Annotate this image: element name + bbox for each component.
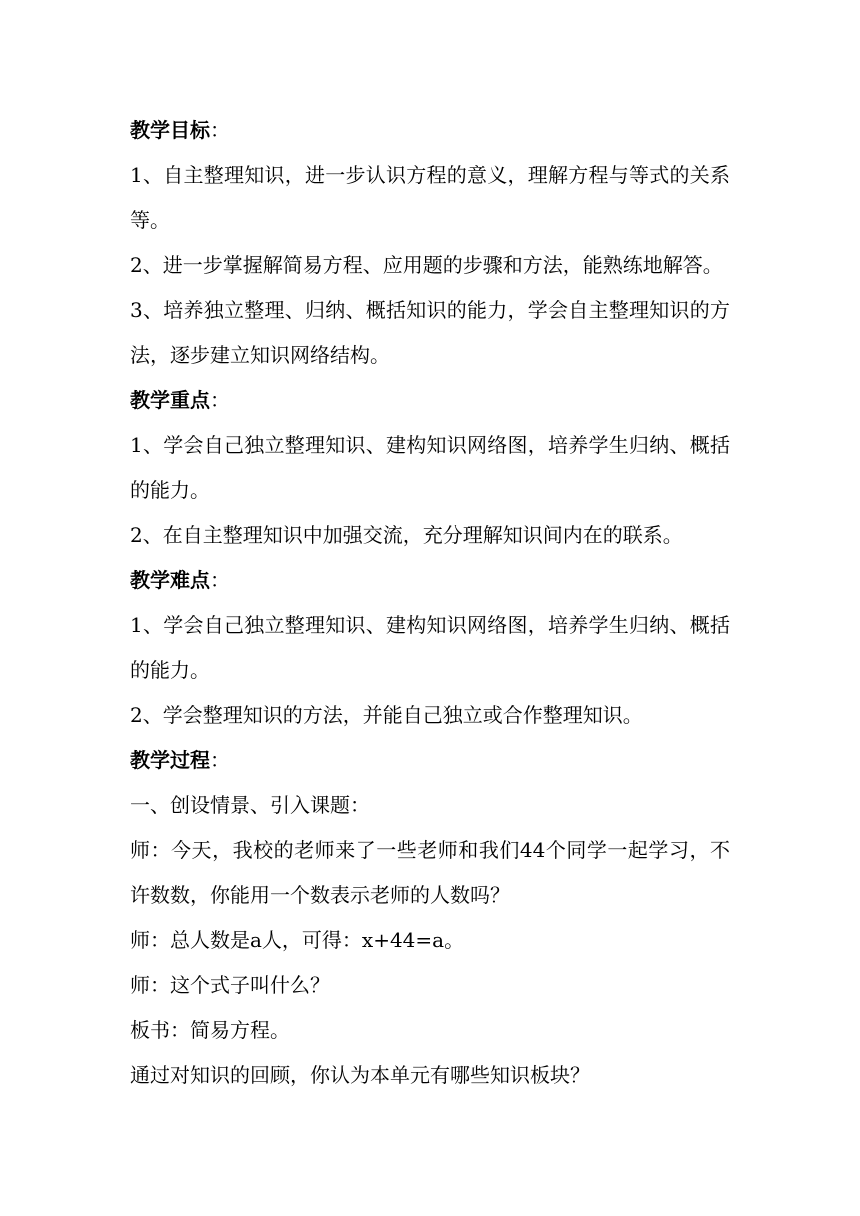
paragraph-line: 2、进一步掌握解简易方程、应用题的步骤和方法，能熟练地解答。	[130, 253, 723, 277]
paragraph-line: 1、自主整理知识，进一步认识方程的意义，理解方程与等式的关系	[130, 163, 730, 187]
paragraph-line: 师：总人数是a人，可得：x+44=a。	[130, 928, 465, 952]
paragraph-line: 的能力。	[130, 658, 210, 682]
paragraph-line: 通过对知识的回顾，你认为本单元有哪些知识板块？	[130, 1063, 590, 1087]
document-page	[130, 108, 730, 1098]
paragraph-line: 法，逐步建立知识网络结构。	[130, 343, 390, 367]
paragraph-line: 等。	[130, 208, 170, 232]
paragraph-line: 师：这个式子叫什么？	[130, 973, 330, 997]
paragraph-line: 板书：简易方程。	[130, 1018, 290, 1042]
section-heading-difficulties: 教学难点：	[130, 568, 230, 592]
paragraph-line: 师：今天，我校的老师来了一些老师和我们44个同学一起学习，不	[130, 838, 730, 862]
paragraph-line: 的能力。	[130, 478, 210, 502]
paragraph-line: 2、学会整理知识的方法，并能自己独立或合作整理知识。	[130, 703, 643, 727]
section-heading-key-points: 教学重点：	[130, 388, 230, 412]
paragraph-line: 2、在自主整理知识中加强交流，充分理解知识间内在的联系。	[130, 523, 683, 547]
paragraph-line: 1、学会自己独立整理知识、建构知识网络图，培养学生归纳、概括	[130, 433, 730, 457]
paragraph-line: 1、学会自己独立整理知识、建构知识网络图，培养学生归纳、概括	[130, 613, 730, 637]
paragraph-line: 一、创设情景、引入课题：	[130, 793, 370, 817]
section-heading-process: 教学过程：	[130, 748, 230, 772]
section-heading-objectives: 教学目标：	[130, 118, 230, 142]
paragraph-line: 3、培养独立整理、归纳、概括知识的能力，学会自主整理知识的方	[130, 298, 730, 322]
paragraph-line: 许数数，你能用一个数表示老师的人数吗？	[130, 883, 510, 907]
